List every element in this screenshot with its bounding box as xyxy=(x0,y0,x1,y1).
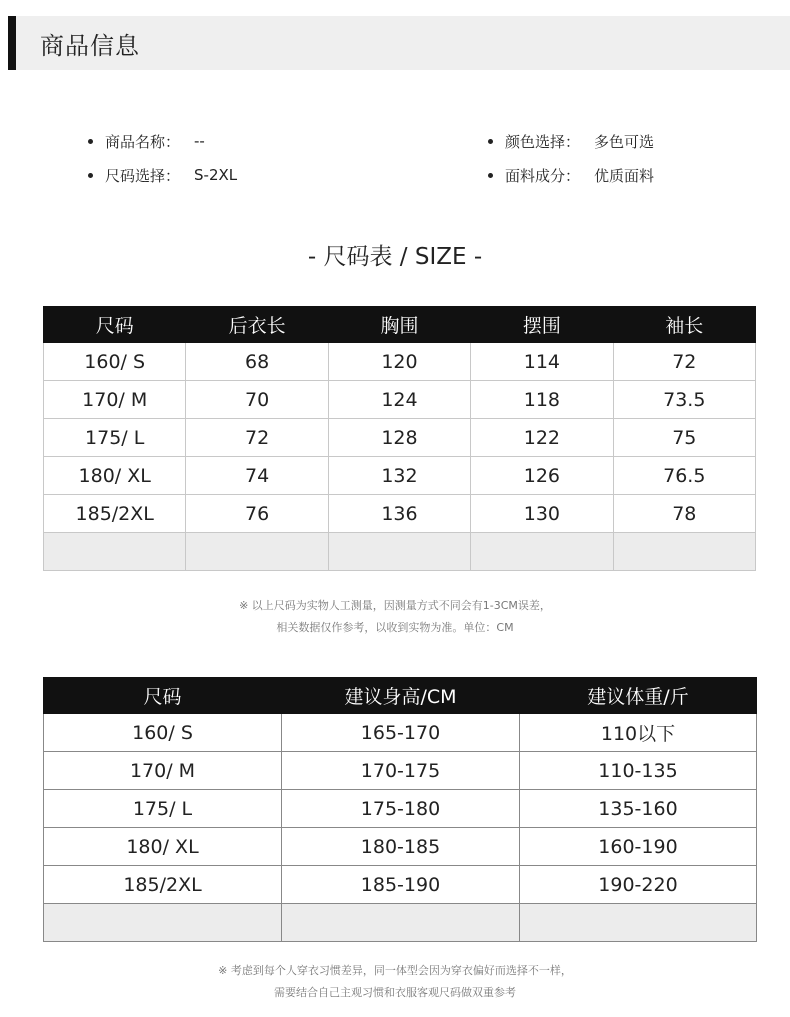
table-row xyxy=(44,343,756,381)
page-title: 商品信息 xyxy=(40,31,140,60)
table-cell: 160/ S xyxy=(44,343,186,381)
table-cell-empty xyxy=(44,904,282,942)
info-label: 颜色选择： xyxy=(505,132,581,151)
table-row xyxy=(44,866,757,904)
table-cell-empty xyxy=(613,533,755,571)
table-row xyxy=(44,714,757,752)
fit-note xyxy=(0,960,790,1004)
info-value: 优质面料 xyxy=(594,166,655,185)
table-cell: 76.5 xyxy=(613,457,755,495)
table-cell: 165-170 xyxy=(282,714,520,752)
info-item-name xyxy=(88,124,488,158)
table-cell: 180/ XL xyxy=(44,457,186,495)
table-cell: 185/2XL xyxy=(44,866,282,904)
table-cell: 175-180 xyxy=(282,790,520,828)
table-header-cell: 摆围 xyxy=(471,307,613,343)
info-label: 尺码选择： xyxy=(105,166,181,185)
table-cell: 120 xyxy=(328,343,470,381)
table-cell: 170/ M xyxy=(44,752,282,790)
table-cell: 72 xyxy=(186,419,328,457)
table-cell-empty xyxy=(186,533,328,571)
table-cell: 110-135 xyxy=(520,752,757,790)
table-header-cell: 尺码 xyxy=(44,678,282,714)
info-value: S-2XL xyxy=(194,166,238,184)
table-cell: 175/ L xyxy=(44,790,282,828)
table-cell: 75 xyxy=(613,419,755,457)
table-cell: 72 xyxy=(613,343,755,381)
table-row xyxy=(44,381,756,419)
table-row xyxy=(44,495,756,533)
table-cell-empty xyxy=(44,533,186,571)
table-cell: 126 xyxy=(471,457,613,495)
note-line: 需要结合自己主观习惯和衣服客观尺码做双重参考 xyxy=(274,986,516,999)
section-header xyxy=(8,16,790,70)
table-cell: 170/ M xyxy=(44,381,186,419)
bullet-icon xyxy=(88,139,93,144)
table-header-cell: 袖长 xyxy=(613,307,755,343)
table-cell: 110以下 xyxy=(520,714,757,752)
bullet-icon xyxy=(88,173,93,178)
size-recommendation-table xyxy=(43,677,757,942)
table-cell: 170-175 xyxy=(282,752,520,790)
table-row xyxy=(44,828,757,866)
info-item-size xyxy=(88,158,488,192)
table-cell: 130 xyxy=(471,495,613,533)
table-cell: 180/ XL xyxy=(44,828,282,866)
table-cell: 136 xyxy=(328,495,470,533)
table-cell-empty xyxy=(471,533,613,571)
table-cell: 74 xyxy=(186,457,328,495)
table-row xyxy=(44,790,757,828)
info-value: -- xyxy=(194,132,205,150)
table-cell: 132 xyxy=(328,457,470,495)
table-cell: 73.5 xyxy=(613,381,755,419)
table-cell: 68 xyxy=(186,343,328,381)
info-label: 面料成分： xyxy=(505,166,581,185)
table-cell: 160/ S xyxy=(44,714,282,752)
table-cell: 122 xyxy=(471,419,613,457)
size-measurement-table xyxy=(43,306,756,571)
table-row xyxy=(44,752,757,790)
table-cell: 114 xyxy=(471,343,613,381)
note-line: ※ 考虑到每个人穿衣习惯差异，同一体型会因为穿衣偏好而选择不一样， xyxy=(218,964,572,977)
table-blank-row xyxy=(44,904,757,942)
table-cell: 128 xyxy=(328,419,470,457)
product-info xyxy=(88,124,708,192)
note-line: 相关数据仅作参考，以收到实物为准。单位：CM xyxy=(276,621,514,634)
bullet-icon xyxy=(488,139,493,144)
table-cell: 175/ L xyxy=(44,419,186,457)
table-blank-row xyxy=(44,533,756,571)
table-cell: 185-190 xyxy=(282,866,520,904)
info-item-fabric xyxy=(488,158,708,192)
table-row xyxy=(44,419,756,457)
table-row xyxy=(44,457,756,495)
table-cell: 185/2XL xyxy=(44,495,186,533)
table-cell: 70 xyxy=(186,381,328,419)
table-header-cell: 建议体重/斤 xyxy=(520,678,757,714)
table-header-row xyxy=(44,307,756,343)
info-value: 多色可选 xyxy=(594,132,655,151)
table-cell: 124 xyxy=(328,381,470,419)
info-label: 商品名称： xyxy=(105,132,181,151)
measurement-note xyxy=(0,595,790,639)
table-cell: 135-160 xyxy=(520,790,757,828)
info-item-color xyxy=(488,124,708,158)
header-accent-bar xyxy=(8,16,16,70)
table-cell: 76 xyxy=(186,495,328,533)
note-line: ※ 以上尺码为实物人工测量，因测量方式不同会有1-3CM误差， xyxy=(239,599,551,612)
table-cell: 180-185 xyxy=(282,828,520,866)
table-cell: 190-220 xyxy=(520,866,757,904)
table-header-cell: 胸围 xyxy=(328,307,470,343)
table-cell-empty xyxy=(282,904,520,942)
table-header-cell: 后衣长 xyxy=(186,307,328,343)
table-header-row xyxy=(44,678,757,714)
size-chart-heading: - 尺码表 / SIZE - xyxy=(307,244,483,270)
table-cell: 118 xyxy=(471,381,613,419)
table-cell: 160-190 xyxy=(520,828,757,866)
table-header-cell: 建议身高/CM xyxy=(282,678,520,714)
table-header-cell: 尺码 xyxy=(44,307,186,343)
bullet-icon xyxy=(488,173,493,178)
table-cell-empty xyxy=(520,904,757,942)
table-cell: 78 xyxy=(613,495,755,533)
table-cell-empty xyxy=(328,533,470,571)
